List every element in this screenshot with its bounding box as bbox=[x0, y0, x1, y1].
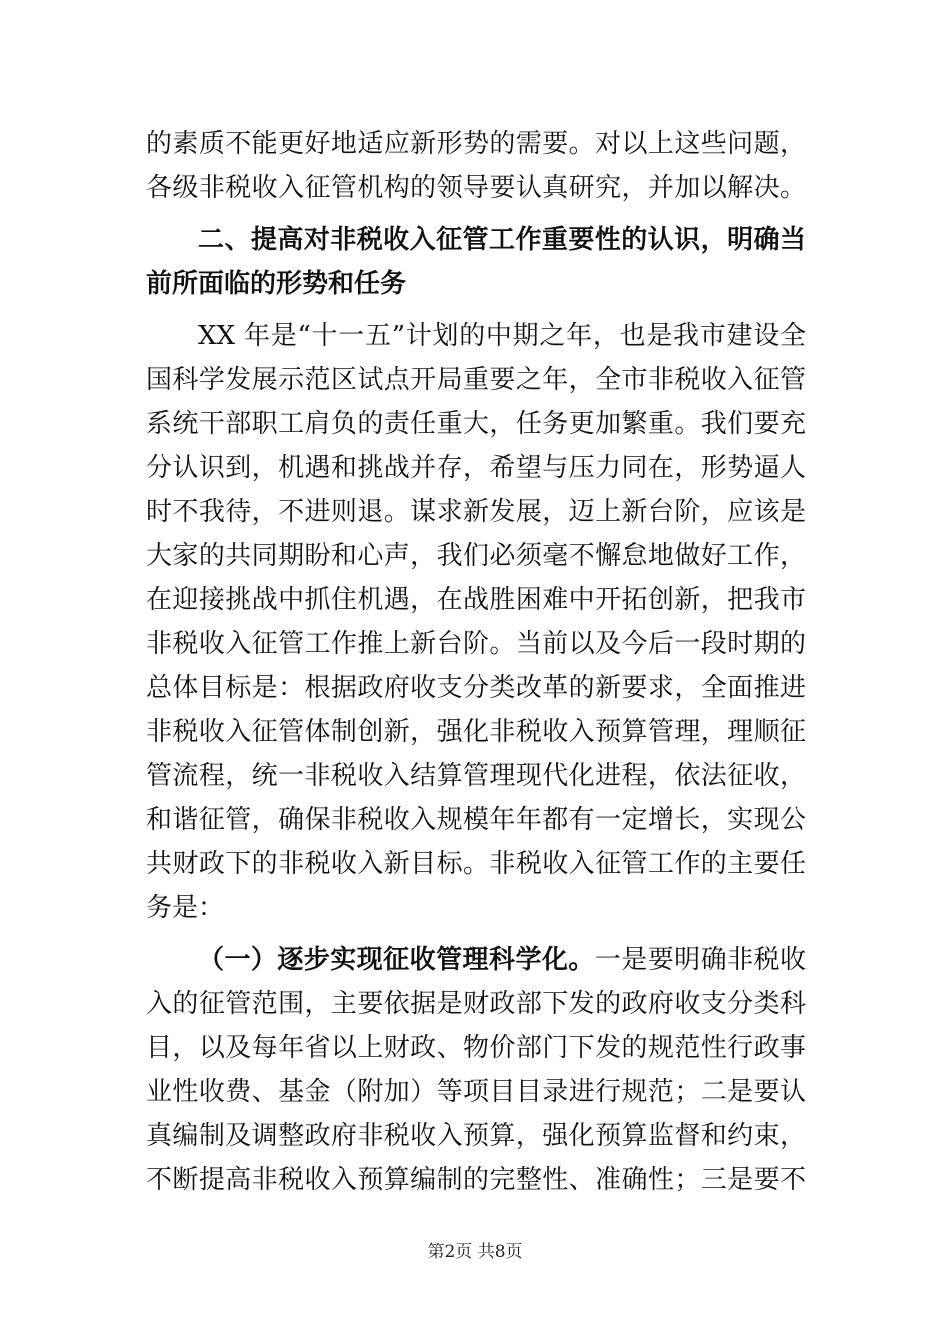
body-text-line: 在迎接挑战中抓住机遇，在战胜困难中开拓创新，把我市 bbox=[146, 585, 806, 615]
body-text-line: 非税收入征管体制创新，强化非税收入预算管理，理顺征 bbox=[146, 717, 806, 747]
body-text-line: 时不我待，不进则退。谋求新发展，迈上新台阶，应该是 bbox=[146, 497, 806, 527]
subsection-heading: （一）逐步实现征收管理科学化。 bbox=[198, 945, 595, 975]
section-heading-line: 前所面临的形势和任务 bbox=[146, 269, 407, 299]
page-number-footer: 第2页 共8页 bbox=[427, 1242, 523, 1262]
body-text-line: 非税收入征管工作推上新台阶。当前以及今后一段时期的 bbox=[146, 629, 806, 659]
body-text-line: 大家的共同期盼和心声，我们必须毫不懈怠地做好工作， bbox=[146, 541, 806, 571]
body-text-line: 入的征管范围，主要依据是财政部下发的政府收支分类科 bbox=[146, 989, 806, 1019]
body-text-line: 真编制及调整政府非税收入预算，强化预算监督和约束， bbox=[146, 1121, 806, 1151]
body-text-line: XX 年是“十一五”计划的中期之年，也是我市建设全 bbox=[198, 321, 806, 351]
body-text-line: 务是： bbox=[146, 893, 225, 923]
section-heading-line: 二、提高对非税收入征管工作重要性的认识，明确当 bbox=[198, 225, 806, 255]
body-text-line: 目，以及每年省以上财政、物价部门下发的规范性行政事 bbox=[146, 1033, 806, 1063]
body-text-line: 系统干部职工肩负的责任重大，任务更加繁重。我们要充 bbox=[146, 409, 806, 439]
body-text-line: 共财政下的非税收入新目标。非税收入征管工作的主要任 bbox=[146, 849, 806, 879]
body-text-line: 不断提高非税收入预算编制的完整性、准确性；三是要不 bbox=[146, 1165, 806, 1195]
body-text-line: 国科学发展示范区试点开局重要之年，全市非税收入征管 bbox=[146, 365, 806, 395]
body-text-line: 的素质不能更好地适应新形势的需要。对以上这些问题， bbox=[146, 129, 806, 159]
body-text-line: 和谐征管，确保非税收入规模年年都有一定增长，实现公 bbox=[146, 805, 806, 835]
body-text-line: 业性收费、基金（附加）等项目目录进行规范；二是要认 bbox=[146, 1077, 806, 1107]
body-text-line: 管流程，统一非税收入结算管理现代化进程，依法征收， bbox=[146, 761, 806, 791]
subsection-line bbox=[198, 938, 806, 982]
body-text-line: 分认识到，机遇和挑战并存，希望与压力同在，形势逼人 bbox=[146, 453, 806, 483]
subsection-text: 一是要明确非税收 bbox=[594, 945, 806, 975]
body-text-line: 总体目标是：根据政府收支分类改革的新要求，全面推进 bbox=[146, 673, 806, 703]
body-text-line: 各级非税收入征管机构的领导要认真研究，并加以解决。 bbox=[146, 173, 806, 203]
